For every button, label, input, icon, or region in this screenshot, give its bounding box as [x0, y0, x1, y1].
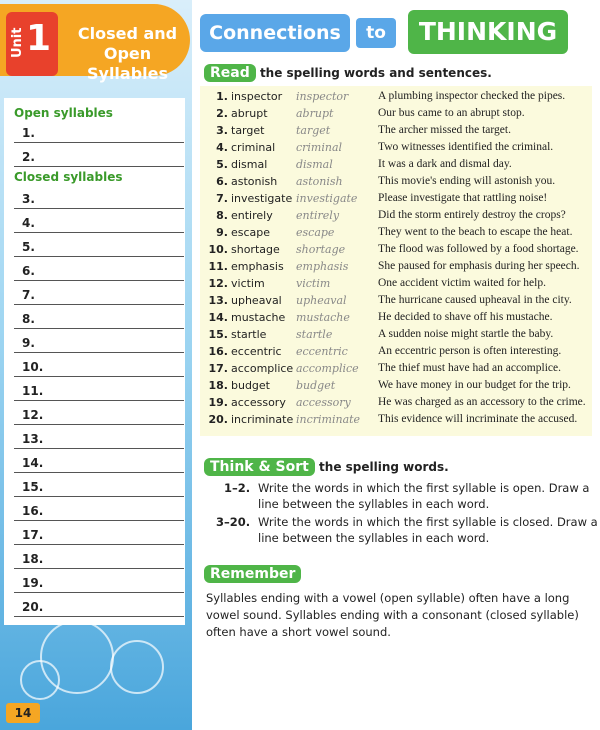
word-row: [200, 158, 592, 175]
instruction-number: 3–20.: [216, 515, 251, 529]
word-row: [200, 379, 592, 396]
cursive-word: mustache: [296, 311, 350, 324]
word-row: [200, 124, 592, 141]
answer-line[interactable]: 5.: [14, 236, 184, 257]
word-number: 11.: [208, 260, 228, 273]
cursive-word: accessory: [296, 396, 351, 409]
think-sort-item: [210, 514, 598, 548]
spelling-word: accessory: [231, 396, 286, 409]
example-sentence: Did the storm entirely destroy the crops?: [378, 209, 566, 221]
cursive-word: budget: [296, 379, 336, 392]
unit-header: [0, 4, 190, 83]
example-sentence: A sudden noise might startle the baby.: [378, 328, 554, 340]
word-number: 14.: [208, 311, 228, 324]
cursive-word: astonish: [296, 175, 343, 188]
cursive-word: accomplice: [296, 362, 359, 375]
instruction-text: Write the words in which the first syllable is closed. Draw a line between the syllables in each word.: [258, 515, 598, 545]
answer-line[interactable]: 11.: [14, 380, 184, 401]
spelling-word: victim: [231, 277, 265, 290]
cursive-word: upheaval: [296, 294, 347, 307]
word-row: [200, 294, 592, 311]
example-sentence: It was a dark and dismal day.: [378, 158, 512, 170]
remember-header: [204, 565, 301, 583]
answer-line[interactable]: 16.: [14, 500, 184, 521]
banner-thinking: THINKING: [408, 10, 568, 54]
spelling-word: budget: [231, 379, 270, 392]
cursive-word: incriminate: [296, 413, 361, 426]
page-number: 14: [6, 703, 40, 723]
answer-line[interactable]: 4.: [14, 212, 184, 233]
open-syllables-heading: Open syllables: [14, 106, 113, 120]
answer-line[interactable]: 14.: [14, 452, 184, 473]
word-row: [200, 345, 592, 362]
answer-line[interactable]: 3.: [14, 188, 184, 209]
think-sort-header: [204, 458, 449, 476]
decorative-bubble: [110, 640, 164, 694]
example-sentence: A plumbing inspector checked the pipes.: [378, 90, 566, 102]
spelling-word: target: [231, 124, 265, 137]
word-row: [200, 277, 592, 294]
answer-list-panel: [4, 98, 185, 625]
spelling-word: dismal: [231, 158, 268, 171]
banner-connections: Connections: [200, 14, 350, 52]
word-number: 12.: [208, 277, 228, 290]
spelling-word: escape: [231, 226, 271, 239]
answer-line[interactable]: 20.: [14, 596, 184, 617]
spelling-word: emphasis: [231, 260, 284, 273]
example-sentence: One accident victim waited for help.: [378, 277, 546, 289]
example-sentence: We have money in our budget for the trip.: [378, 379, 571, 391]
spelling-word: incriminate: [231, 413, 294, 426]
word-row: [200, 260, 592, 277]
cursive-word: abrupt: [296, 107, 334, 120]
word-row: [200, 107, 592, 124]
cursive-word: investigate: [296, 192, 358, 205]
example-sentence: The hurricane caused upheaval in the city.: [378, 294, 572, 306]
answer-line[interactable]: 2.: [14, 146, 184, 167]
word-number: 8.: [216, 209, 228, 222]
spelling-word: eccentric: [231, 345, 282, 358]
word-number: 2.: [216, 107, 228, 120]
cursive-word: startle: [296, 328, 333, 341]
read-title: the spelling words and sentences.: [259, 66, 492, 80]
word-row: [200, 328, 592, 345]
answer-line[interactable]: 13.: [14, 428, 184, 449]
word-number: 16.: [208, 345, 228, 358]
cursive-word: entirely: [296, 209, 340, 222]
example-sentence: An eccentric person is often interesting.: [378, 345, 562, 357]
spelling-word: startle: [231, 328, 267, 341]
unit-word: Unit: [10, 27, 25, 58]
cursive-word: target: [296, 124, 331, 137]
spelling-word: abrupt: [231, 107, 268, 120]
word-number: 19.: [208, 396, 228, 409]
answer-line[interactable]: 15.: [14, 476, 184, 497]
spelling-word: entirely: [231, 209, 273, 222]
example-sentence: The archer missed the target.: [378, 124, 511, 136]
word-row: [200, 90, 592, 107]
word-row: [200, 362, 592, 379]
word-row: [200, 175, 592, 192]
unit-badge: [6, 12, 58, 76]
example-sentence: She paused for emphasis during her speech.: [378, 260, 580, 272]
example-sentence: Our bus came to an abrupt stop.: [378, 107, 525, 119]
cursive-word: victim: [296, 277, 331, 290]
think-sort-tag: Think & Sort: [204, 458, 315, 476]
word-row: [200, 226, 592, 243]
answer-line[interactable]: 9.: [14, 332, 184, 353]
example-sentence: They went to the beach to escape the heat.: [378, 226, 573, 238]
example-sentence: He was charged as an accessory to the crime.: [378, 396, 586, 408]
think-sort-item: [210, 480, 590, 514]
word-number: 20.: [208, 413, 228, 426]
word-row: [200, 243, 592, 260]
unit-title: Closed and Open Syllables: [77, 24, 178, 83]
cursive-word: eccentric: [296, 345, 348, 358]
instruction-number: 1–2.: [224, 481, 251, 495]
answer-line[interactable]: 10.: [14, 356, 184, 377]
answer-line[interactable]: 17.: [14, 524, 184, 545]
closed-syllables-heading: Closed syllables: [14, 170, 123, 184]
example-sentence: Two witnesses identified the criminal.: [378, 141, 554, 153]
word-number: 3.: [216, 124, 228, 137]
example-sentence: Please investigate that rattling noise!: [378, 192, 548, 204]
word-row: [200, 396, 592, 413]
word-row: [200, 413, 592, 430]
spelling-word: accomplice: [231, 362, 294, 375]
think-sort-title: the spelling words.: [319, 460, 449, 474]
spelling-word: astonish: [231, 175, 278, 188]
answer-line[interactable]: 8.: [14, 308, 184, 329]
unit-number: 1: [26, 18, 52, 59]
spelling-word: criminal: [231, 141, 276, 154]
cursive-word: escape: [296, 226, 335, 239]
cursive-word: dismal: [296, 158, 333, 171]
example-sentence: He decided to shave off his mustache.: [378, 311, 553, 323]
word-number: 15.: [208, 328, 228, 341]
answer-line[interactable]: 6.: [14, 260, 184, 281]
word-number: 9.: [216, 226, 228, 239]
cursive-word: criminal: [296, 141, 343, 154]
example-sentence: The thief must have had an accomplice.: [378, 362, 561, 374]
remember-tag: Remember: [204, 565, 301, 583]
spelling-word: upheaval: [231, 294, 282, 307]
spelling-word: investigate: [231, 192, 293, 205]
word-row: [200, 311, 592, 328]
word-number: 13.: [208, 294, 228, 307]
word-number: 7.: [216, 192, 228, 205]
word-number: 1.: [216, 90, 228, 103]
word-row: [200, 209, 592, 226]
word-number: 4.: [216, 141, 228, 154]
answer-line[interactable]: 18.: [14, 548, 184, 569]
example-sentence: The flood was followed by a food shortage.: [378, 243, 579, 255]
spelling-words-panel: [200, 86, 592, 436]
example-sentence: This evidence will incriminate the accused.: [378, 413, 578, 425]
spelling-word: mustache: [231, 311, 286, 324]
word-number: 6.: [216, 175, 228, 188]
spelling-word: inspector: [231, 90, 283, 103]
word-row: [200, 192, 592, 209]
read-section-header: [204, 64, 492, 82]
read-tag: Read: [204, 64, 256, 82]
cursive-word: inspector: [296, 90, 349, 103]
cursive-word: emphasis: [296, 260, 349, 273]
remember-text: Syllables ending with a vowel (open syllable) often have a long vowel sound. Syllables ending with a consonant (closed syllable) often have a short vowel sound.: [206, 591, 579, 639]
spelling-word: shortage: [231, 243, 280, 256]
answer-line[interactable]: 19.: [14, 572, 184, 593]
answer-line[interactable]: 12.: [14, 404, 184, 425]
answer-line[interactable]: 1.: [14, 122, 184, 143]
answer-line[interactable]: 7.: [14, 284, 184, 305]
instruction-text: Write the words in which the first syllable is open. Draw a line between the syllables in each word.: [258, 481, 590, 511]
example-sentence: This movie's ending will astonish you.: [378, 175, 556, 187]
word-number: 18.: [208, 379, 228, 392]
cursive-word: shortage: [296, 243, 346, 256]
banner-to: to: [356, 18, 396, 48]
word-row: [200, 141, 592, 158]
word-number: 5.: [216, 158, 228, 171]
word-number: 17.: [208, 362, 228, 375]
decorative-bubble: [20, 660, 60, 700]
word-number: 10.: [208, 243, 228, 256]
